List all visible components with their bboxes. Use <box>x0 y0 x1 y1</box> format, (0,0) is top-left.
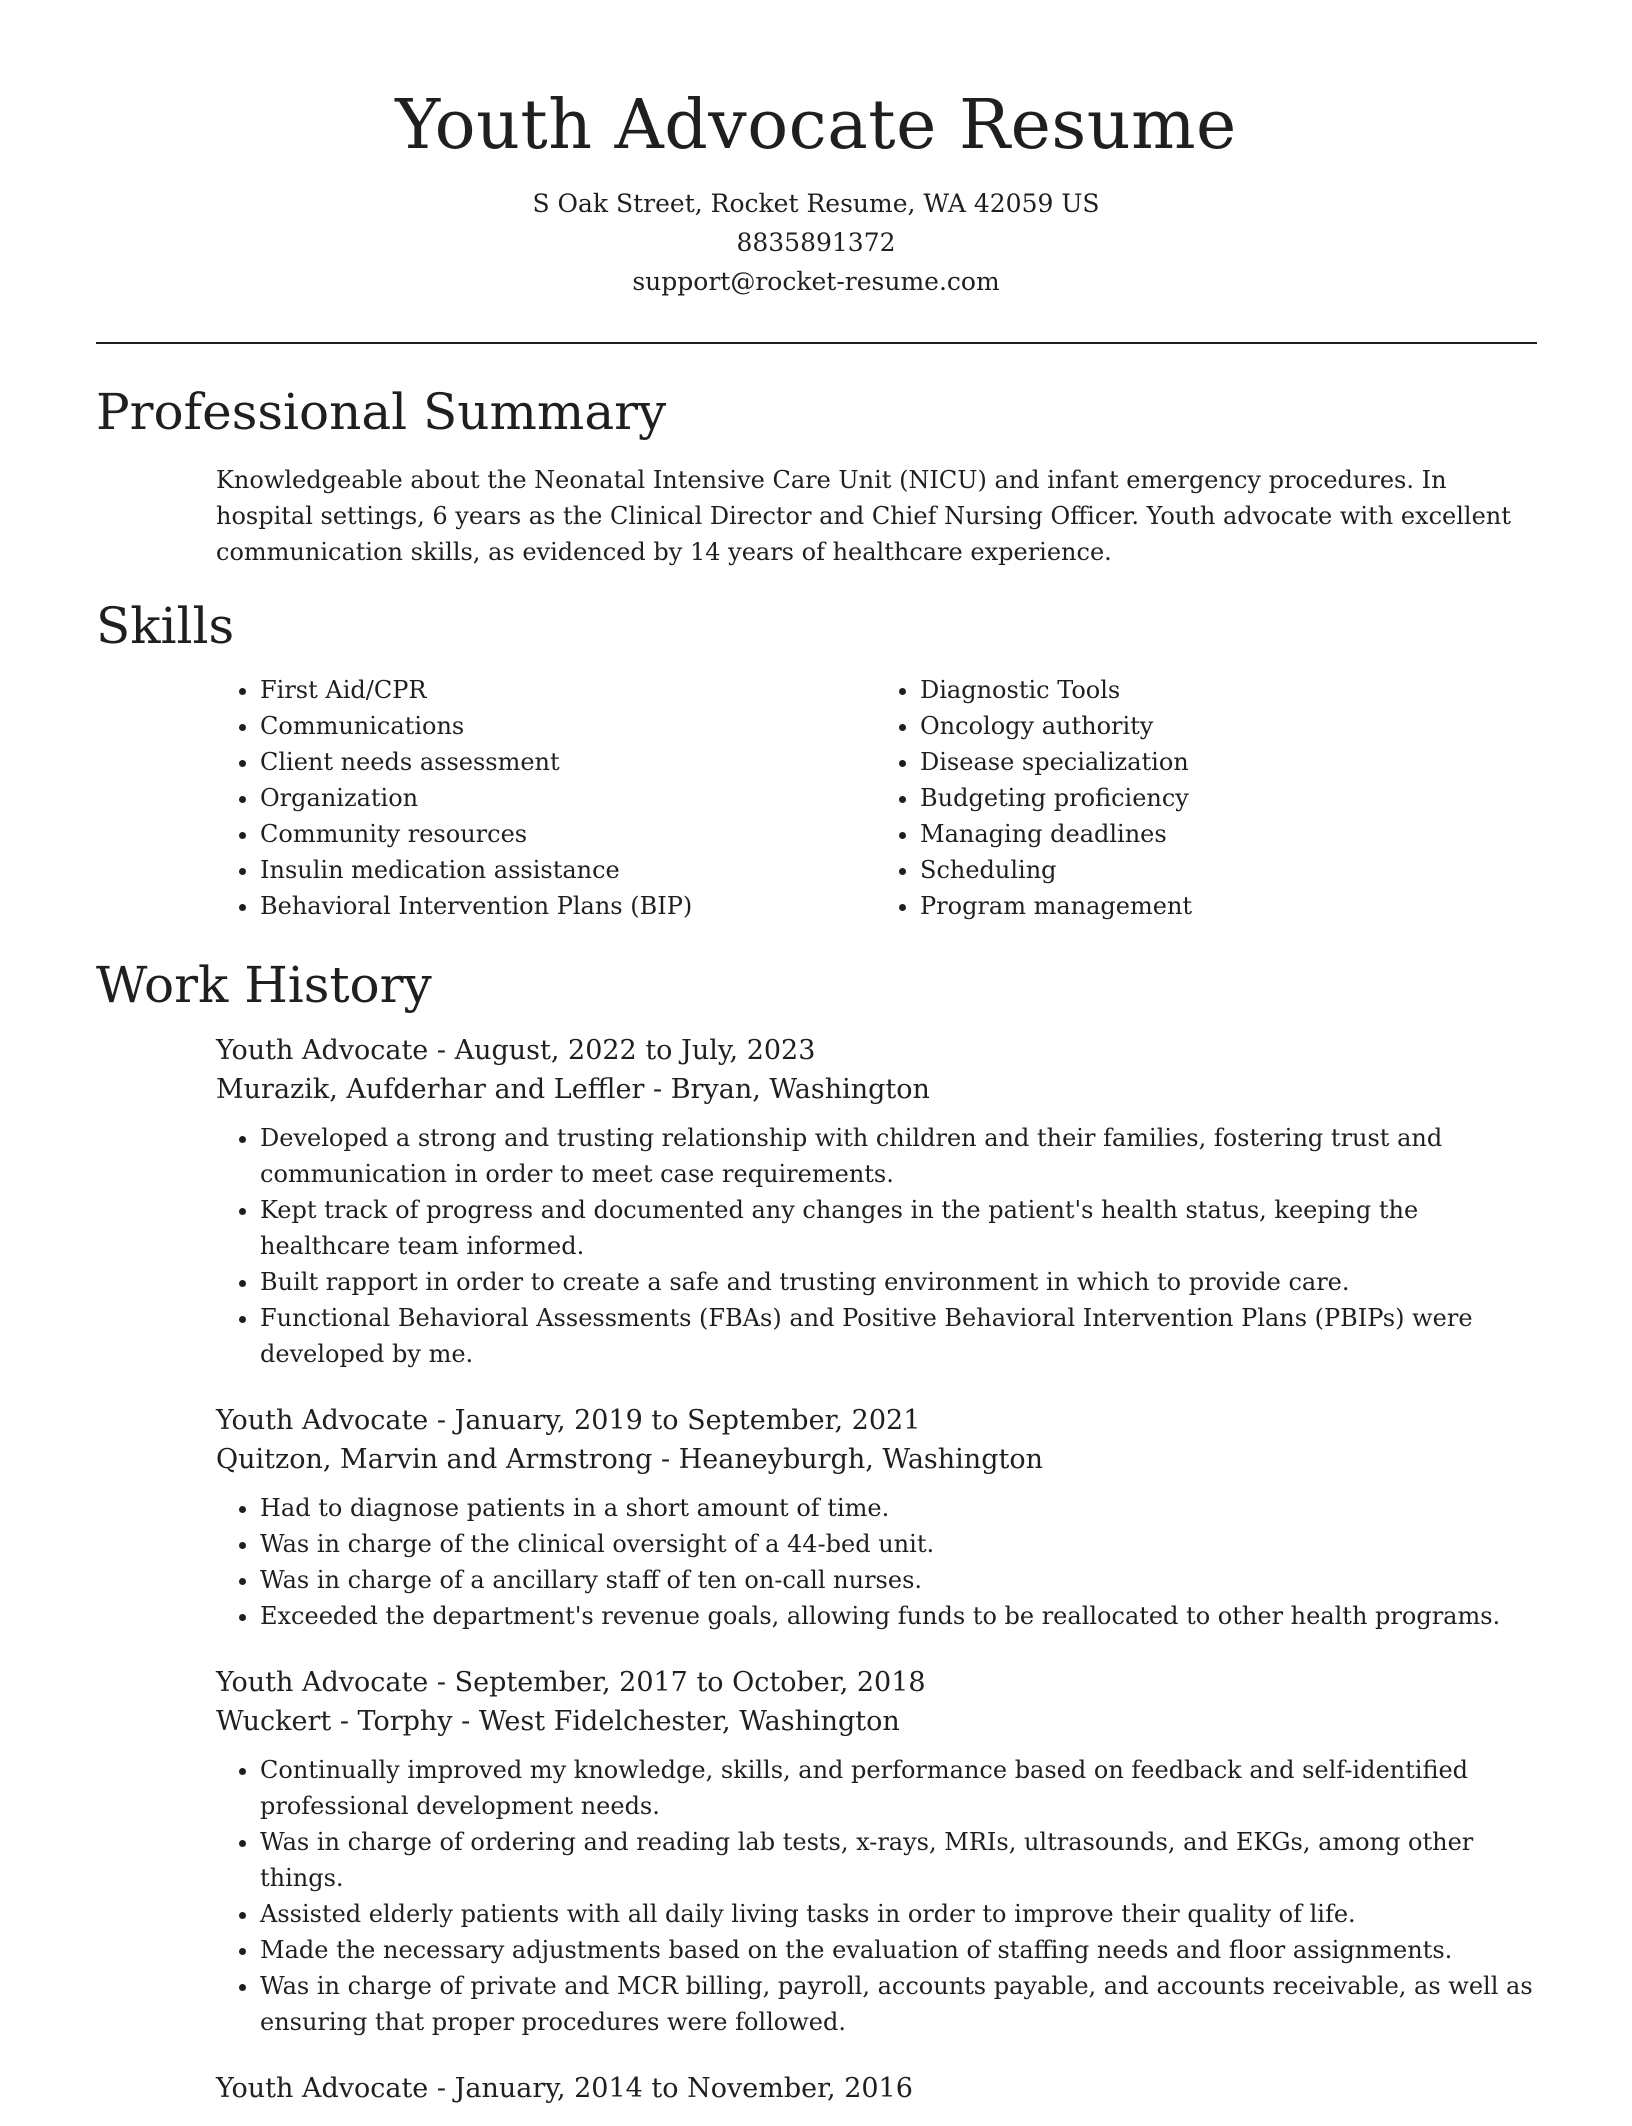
job-dates: January, 2014 to November, 2016 <box>454 2073 913 2104</box>
resume-title: Youth Advocate Resume <box>395 86 1237 165</box>
contact-phone: 8835891372 <box>736 228 896 257</box>
job-bullet: • Was in charge of ordering and reading lab tests, x-rays, MRIs, ultrasounds, and EKGs, among other things. <box>260 1824 1536 1896</box>
job-company: Wuckert - Torphy <box>216 1706 453 1737</box>
skill-item: • Community resources <box>260 816 876 852</box>
job-location: Heaneyburgh, Washington <box>678 1444 1043 1475</box>
job-bullets <box>216 1490 1536 1634</box>
summary-text: Knowledgeable about the Neonatal Intensive Care Unit (NICU) and infant emergency procedures. In hospital settings, 6 years as the Clinical Director and Chief Nursing Officer. Youth advocate with excellent communication skills, as evidenced by 14 years of healthcare experience. <box>216 466 1511 566</box>
job-bullet: • Had to diagnose patients in a short amount of time. <box>260 1490 1536 1526</box>
job-title-line: Youth Advocate - September, 2017 to October, 2018 <box>216 1667 926 1698</box>
job-company-line: Murazik, Aufderhar and Leffler - Bryan, Washington <box>216 1074 930 1105</box>
skill-item: • Diagnostic Tools <box>920 672 1536 708</box>
job-bullet: • Was in charge of private and MCR billing, payroll, accounts payable, and accounts receivable, as well as ensuring that proper procedures were followed. <box>260 1968 1536 2040</box>
job-bullet: • Kept track of progress and documented any changes in the patient's health status, keeping the healthcare team informed. <box>260 1192 1536 1264</box>
job-title: Youth Advocate <box>216 1405 429 1436</box>
job-title: Youth Advocate <box>216 1035 429 1066</box>
job-bullet: • Exceeded the department's revenue goals, allowing funds to be reallocated to other health programs. <box>260 1598 1536 1634</box>
skill-item: • Organization <box>260 780 876 816</box>
skill-item: • Managing deadlines <box>920 816 1536 852</box>
job-company: Quitzon, Marvin and Armstrong <box>216 1444 653 1475</box>
skills-column-right <box>876 672 1536 924</box>
header-divider <box>96 342 1537 344</box>
job-bullets <box>216 1120 1536 1372</box>
skill-item: • Insulin medication assistance <box>260 852 876 888</box>
work-history-list <box>216 1032 1536 2126</box>
job-location: Bryan, Washington <box>670 1074 930 1105</box>
job-company-line: Quitzon, Marvin and Armstrong - Heaneyburgh, Washington <box>216 1444 1043 1475</box>
job-bullet: • Functional Behavioral Assessments (FBAs) and Positive Behavioral Intervention Plans (PBIPs) were developed by me. <box>260 1300 1536 1372</box>
skill-item: • Budgeting proficiency <box>920 780 1536 816</box>
skill-item: • Behavioral Intervention Plans (BIP) <box>260 888 876 924</box>
job-entry <box>216 1402 1536 1634</box>
job-title-line: Youth Advocate - January, 2019 to September, 2021 <box>216 1405 921 1436</box>
work-history-heading: Work History <box>96 956 432 1014</box>
job-bullet: • Developed a strong and trusting relationship with children and their families, fostering trust and communication in order to meet case requirements. <box>260 1120 1536 1192</box>
job-entry <box>216 1032 1536 1372</box>
skill-item: • First Aid/CPR <box>260 672 876 708</box>
job-title: Youth Advocate <box>216 2073 429 2104</box>
job-bullet: • Was in charge of the clinical oversight of a 44-bed unit. <box>260 1526 1536 1562</box>
summary-heading: Professional Summary <box>96 383 667 441</box>
skills-list <box>216 672 1536 924</box>
skill-item: • Program management <box>920 888 1536 924</box>
job-title: Youth Advocate <box>216 1667 429 1698</box>
job-dates: September, 2017 to October, 2018 <box>454 1667 926 1698</box>
resume-header <box>0 0 1632 301</box>
skills-heading: Skills <box>96 597 235 655</box>
job-entry <box>216 1664 1536 2040</box>
skill-item: • Scheduling <box>920 852 1536 888</box>
contact-address: S Oak Street, Rocket Resume, WA 42059 US <box>532 189 1100 218</box>
job-company-line: Wuckert - Torphy - West Fidelchester, Washington <box>216 1706 900 1737</box>
contact-info <box>0 184 1632 301</box>
job-dates: August, 2022 to July, 2023 <box>454 1035 816 1066</box>
job-bullets <box>216 1752 1536 2040</box>
job-bullet: • Built rapport in order to create a safe and trusting environment in which to provide care. <box>260 1264 1536 1300</box>
job-bullet: • Was in charge of a ancillary staff of ten on-call nurses. <box>260 1562 1536 1598</box>
job-entry <box>216 2070 1536 2108</box>
job-company: Murazik, Aufderhar and Leffler <box>216 1074 645 1105</box>
job-location: West Fidelchester, Washington <box>478 1706 900 1737</box>
job-bullet: • Made the necessary adjustments based on the evaluation of staffing needs and floor assignments. <box>260 1932 1536 1968</box>
contact-email: support@rocket-resume.com <box>632 267 1000 296</box>
job-title-line: Youth Advocate - January, 2014 to November, 2016 <box>216 2073 913 2104</box>
job-bullet: • Continually improved my knowledge, skills, and performance based on feedback and self-identified professional development needs. <box>260 1752 1536 1824</box>
skill-item: • Disease specialization <box>920 744 1536 780</box>
skills-column-left <box>216 672 876 924</box>
job-bullet: • Assisted elderly patients with all daily living tasks in order to improve their quality of life. <box>260 1896 1536 1932</box>
skill-item: • Communications <box>260 708 876 744</box>
skill-item: • Oncology authority <box>920 708 1536 744</box>
skill-item: • Client needs assessment <box>260 744 876 780</box>
job-dates: January, 2019 to September, 2021 <box>454 1405 921 1436</box>
job-title-line: Youth Advocate - August, 2022 to July, 2023 <box>216 1035 816 1066</box>
